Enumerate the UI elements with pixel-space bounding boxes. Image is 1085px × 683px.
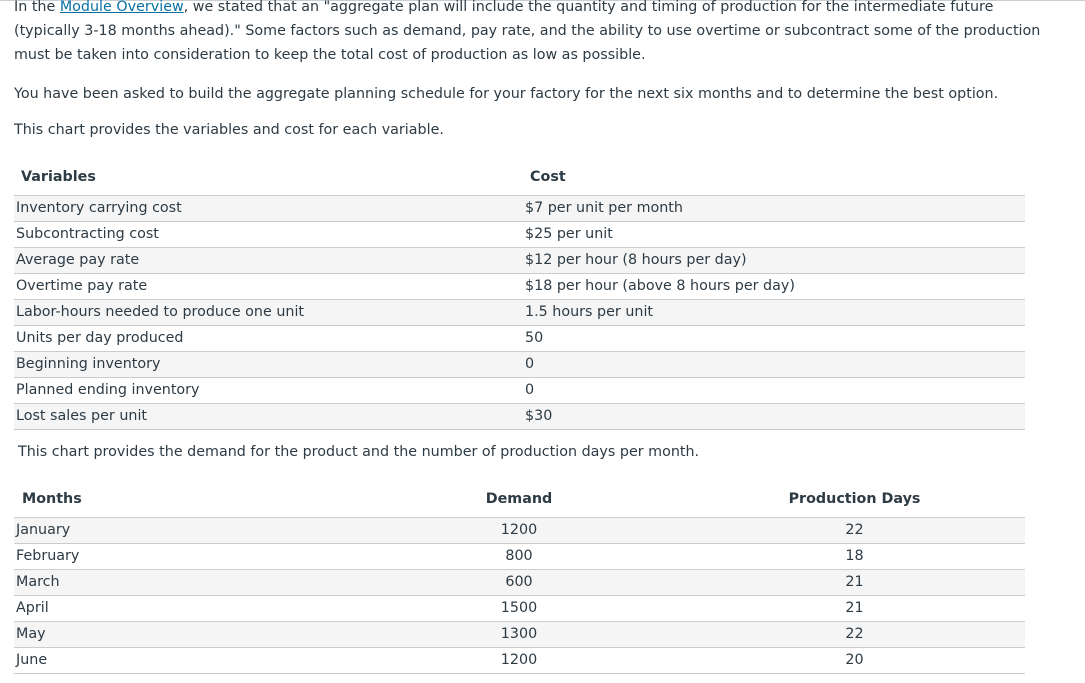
variable-name: Planned ending inventory xyxy=(14,377,518,403)
table-row xyxy=(14,543,1025,569)
production-days-cell: 21 xyxy=(684,569,1025,595)
table-row xyxy=(14,517,1025,543)
demand-cell: 1200 xyxy=(354,517,684,543)
variable-name: Units per day produced xyxy=(14,325,518,351)
demand-cell: 1500 xyxy=(354,595,684,621)
table-row xyxy=(14,351,1025,377)
table-row xyxy=(14,569,1025,595)
table-row xyxy=(14,195,1025,221)
variable-name: Subcontracting cost xyxy=(14,221,518,247)
table-row xyxy=(14,403,1025,429)
production-days-cell: 18 xyxy=(684,543,1025,569)
demand-header-row xyxy=(14,481,1025,517)
month-cell: May xyxy=(14,621,354,647)
variable-cost: $30 xyxy=(518,403,1025,429)
variable-name: Beginning inventory xyxy=(14,351,518,377)
variable-cost: 1.5 hours per unit xyxy=(518,299,1025,325)
month-cell: April xyxy=(14,595,354,621)
variable-cost: $12 per hour (8 hours per day) xyxy=(518,247,1025,273)
variable-cost: 0 xyxy=(518,377,1025,403)
production-days-header: Production Days xyxy=(684,481,1025,517)
variables-caption: This chart provides the variables and cost for each variable. xyxy=(14,122,444,138)
table-row xyxy=(14,299,1025,325)
table-row xyxy=(14,621,1025,647)
demand-cell: 600 xyxy=(354,569,684,595)
variable-cost: 0 xyxy=(518,351,1025,377)
demand-cell: 800 xyxy=(354,543,684,569)
task-paragraph: You have been asked to build the aggregate planning schedule for your factory for the next six months and to determine the best option. xyxy=(14,86,999,102)
table-row xyxy=(14,647,1025,673)
variable-name: Labor-hours needed to produce one unit xyxy=(14,299,518,325)
production-days-cell: 22 xyxy=(684,621,1025,647)
demand-cell: 1200 xyxy=(354,647,684,673)
table-row xyxy=(14,273,1025,299)
variables-header-row xyxy=(14,159,1025,195)
month-cell: June xyxy=(14,647,354,673)
variable-cost: $18 per hour (above 8 hours per day) xyxy=(518,273,1025,299)
intro-text-end: , we stated that an "aggregate plan will include the quantity and timing of production for the intermediate future (typically 3-18 months ahead)." Some factors such as demand, pay rate, and the ability to use overtime or subcontract some of the production must be taken into consideration to keep the total cost of production as low as possible. xyxy=(14,0,1041,63)
demand-caption: This chart provides the demand for the product and the number of production days per month. xyxy=(18,444,700,460)
variable-name: Overtime pay rate xyxy=(14,273,518,299)
table-row xyxy=(14,221,1025,247)
table-row xyxy=(14,595,1025,621)
table-row xyxy=(14,377,1025,403)
table-row xyxy=(14,325,1025,351)
production-days-cell: 20 xyxy=(684,647,1025,673)
month-cell: February xyxy=(14,543,354,569)
variables-table xyxy=(14,159,1025,430)
production-days-cell: 21 xyxy=(684,595,1025,621)
intro-paragraph xyxy=(14,0,1054,67)
variable-cost: $25 per unit xyxy=(518,221,1025,247)
variable-name: Lost sales per unit xyxy=(14,403,518,429)
variable-cost: $7 per unit per month xyxy=(518,195,1025,221)
table-row xyxy=(14,247,1025,273)
months-header: Months xyxy=(14,481,354,517)
production-days-cell: 22 xyxy=(684,517,1025,543)
demand-cell: 1300 xyxy=(354,621,684,647)
demand-table xyxy=(14,481,1025,674)
module-overview-link[interactable]: Module Overview xyxy=(59,0,184,15)
variables-header: Variables xyxy=(14,159,518,195)
variable-name: Inventory carrying cost xyxy=(14,195,518,221)
variable-name: Average pay rate xyxy=(14,247,518,273)
cost-header: Cost xyxy=(518,159,1025,195)
demand-header: Demand xyxy=(354,481,684,517)
variable-cost: 50 xyxy=(518,325,1025,351)
month-cell: January xyxy=(14,517,354,543)
month-cell: March xyxy=(14,569,354,595)
intro-text-start: In the xyxy=(14,0,60,15)
